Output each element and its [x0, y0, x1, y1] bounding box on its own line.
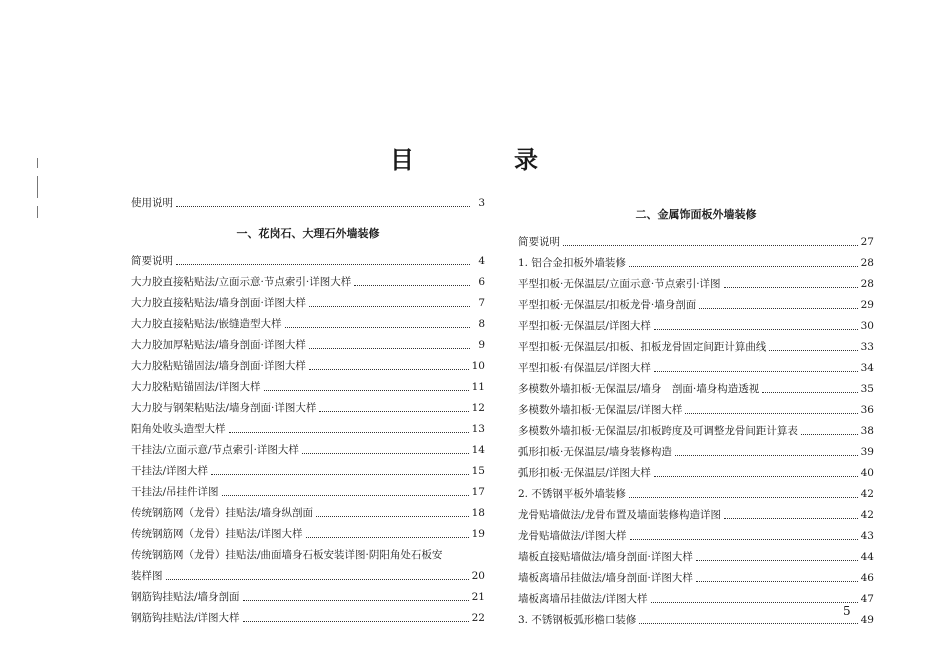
entry-page: 49	[860, 614, 874, 626]
entry-page: 27	[860, 236, 874, 248]
entry-label: 钢筋钩挂贴法/详图大样	[131, 612, 240, 624]
dot-leader	[629, 266, 858, 267]
entry-label: 弧形扣板·无保温层/详图大样	[518, 467, 651, 479]
dot-leader	[563, 245, 858, 246]
toc-entry[interactable]	[518, 317, 874, 333]
dot-leader	[769, 350, 857, 351]
toc-entry[interactable]	[131, 483, 485, 499]
dot-leader	[696, 560, 858, 561]
toc-entry[interactable]	[518, 422, 874, 438]
entry-label: 龙骨贴墙做法/详图大样	[518, 530, 627, 542]
toc-entry[interactable]	[518, 254, 874, 270]
dot-leader	[696, 581, 858, 582]
toc-entry[interactable]	[518, 380, 874, 396]
entry-page: 28	[860, 278, 874, 290]
entry-page: 36	[860, 404, 874, 416]
entry-page: 33	[860, 341, 874, 353]
toc-entry[interactable]	[518, 359, 874, 375]
dot-leader	[211, 474, 469, 475]
dot-leader	[354, 285, 470, 286]
entry-label: 大力胶加厚粘贴法/墙身剖面·详图大样	[131, 339, 306, 351]
entry-page: 9	[478, 339, 485, 351]
toc-entry[interactable]	[518, 464, 874, 480]
entry-page: 34	[860, 362, 874, 374]
entry-label: 龙骨贴墙做法/龙骨布置及墙面装修构造详图	[518, 509, 722, 521]
entry-page: 44	[860, 551, 874, 563]
dot-leader	[176, 206, 470, 207]
entry-label: 1. 铝合金扣板外墙装修	[518, 257, 626, 269]
entry-page: 47	[860, 593, 874, 605]
dot-leader	[801, 434, 858, 435]
toc-entry[interactable]	[518, 233, 874, 249]
toc-entry[interactable]	[518, 611, 874, 627]
dot-leader	[285, 327, 470, 328]
entry-page: 8	[478, 318, 485, 330]
toc-entry[interactable]	[518, 401, 874, 417]
toc-entry[interactable]	[131, 525, 485, 541]
section-heading: 二、金属饰面板外墙装修	[635, 208, 757, 221]
entry-page: 39	[860, 446, 874, 458]
entry-label: 大力胶直接粘贴法/立面示意·节点索引·详图大样	[131, 276, 352, 288]
toc-entry[interactable]	[131, 462, 485, 478]
dot-leader	[319, 411, 468, 412]
entry-label: 大力胶与钢架粘贴法/墙身剖面·详图大样	[131, 402, 317, 414]
entry-page: 4	[478, 255, 485, 267]
dot-leader	[222, 495, 469, 496]
dot-leader	[685, 413, 857, 414]
entry-label: 墙板直接贴墙做法/墙身剖面·详图大样	[518, 551, 693, 563]
entry-page: 19	[471, 528, 485, 540]
entry-label: 平型扣板·无保温层/扣板龙骨·墙身剖面	[518, 299, 697, 311]
dot-leader	[302, 453, 469, 454]
entry-page: 40	[860, 467, 874, 479]
dot-leader	[229, 432, 469, 433]
dot-leader	[176, 264, 470, 265]
dot-leader	[639, 623, 857, 624]
entry-page: 10	[471, 360, 485, 372]
entry-label: 阳角处收头造型大样	[131, 423, 226, 435]
entry-page: 18	[471, 507, 485, 519]
entry-label: 平型扣板·无保温层/立面示意·节点索引·详图	[518, 278, 721, 290]
toc-entry[interactable]	[131, 567, 485, 583]
dot-leader	[630, 539, 858, 540]
dot-leader	[724, 287, 858, 288]
dot-leader	[654, 371, 858, 372]
section-heading: 一、花岗石、大理石外墙装修	[236, 227, 380, 240]
entry-label: 大力胶粘贴锚固法/详图大样	[131, 381, 261, 393]
dot-leader	[654, 476, 858, 477]
entry-label: 大力胶粘贴锚固法/墙身剖面·详图大样	[131, 360, 306, 372]
toc-entry[interactable]	[131, 315, 485, 331]
toc-entry[interactable]	[131, 588, 485, 604]
entry-label: 简要说明	[131, 255, 173, 267]
dot-leader	[309, 348, 470, 349]
entry-label: 干挂法/吊挂件详图	[131, 486, 219, 498]
toc-entry[interactable]	[518, 590, 874, 606]
entry-label: 传统钢筋网（龙骨）挂贴法/墙身纵剖面	[131, 507, 314, 519]
toc-entry[interactable]	[518, 443, 874, 459]
entry-label: 平型扣板·无保温层/详图大样	[518, 320, 651, 332]
dot-leader	[651, 602, 858, 603]
entry-label: 钢筋钩挂贴法/墙身剖面	[131, 591, 240, 603]
entry-page: 15	[471, 465, 485, 477]
dot-leader	[306, 537, 469, 538]
entry-page: 38	[860, 425, 874, 437]
dot-leader	[724, 518, 858, 519]
toc-entry[interactable]	[131, 399, 485, 415]
entry-label: 干挂法/立面示意/节点索引·详图大样	[131, 444, 299, 456]
entry-label: 大力胶直接粘贴法/墙身剖面·详图大样	[131, 297, 306, 309]
entry-label: 传统钢筋网（龙骨）挂贴法/详图大样	[131, 528, 303, 540]
toc-entry[interactable]	[131, 546, 485, 562]
toc-entry[interactable]	[131, 609, 485, 625]
entry-page: 28	[860, 257, 874, 269]
entry-page: 43	[860, 530, 874, 542]
toc-entry[interactable]	[518, 485, 874, 501]
dot-leader	[309, 369, 469, 370]
toc-entry[interactable]	[518, 569, 874, 585]
entry-label: 墙板离墙吊挂做法/墙身剖面·详图大样	[518, 572, 693, 584]
toc-entry[interactable]	[131, 378, 485, 394]
dot-leader	[629, 497, 858, 498]
toc-entry[interactable]	[518, 275, 874, 291]
toc-entry[interactable]	[131, 294, 485, 310]
entry-label: 弧形扣板·无保温层/墙身装修构造	[518, 446, 672, 458]
toc-entry[interactable]	[131, 420, 485, 436]
toc-entry[interactable]	[131, 357, 485, 373]
toc-entry[interactable]	[131, 194, 485, 210]
page-title: 目 录	[390, 146, 576, 174]
dot-leader	[762, 392, 857, 393]
entry-page: 7	[478, 297, 485, 309]
entry-page: 35	[860, 383, 874, 395]
entry-label: 简要说明	[518, 236, 560, 248]
entry-label: 墙板离墙吊挂做法/详图大样	[518, 593, 648, 605]
dot-leader	[243, 600, 469, 601]
entry-label: 多模数外墙扣板·无保温层/墙身 剖面·墙身构造透视	[518, 383, 760, 395]
entry-page: 21	[471, 591, 485, 603]
entry-page: 46	[860, 572, 874, 584]
toc-entry[interactable]	[131, 336, 485, 352]
entry-label: 使用说明	[131, 197, 173, 209]
entry-label: 干挂法/详图大样	[131, 465, 209, 477]
dot-leader	[243, 621, 469, 622]
dot-leader	[654, 329, 858, 330]
toc-entry[interactable]	[131, 273, 485, 289]
entry-label: 3. 不锈钢板弧形檐口装修	[518, 614, 637, 626]
entry-page: 11	[471, 381, 485, 393]
toc-entry[interactable]	[518, 506, 874, 522]
entry-page: 42	[860, 509, 874, 521]
entry-page: 3	[478, 197, 485, 209]
entry-label: 大力胶直接粘贴法/嵌缝造型大样	[131, 318, 282, 330]
toc-entry[interactable]	[518, 548, 874, 564]
dot-leader	[264, 390, 469, 391]
scan-artifact	[37, 176, 38, 198]
dot-leader	[699, 308, 857, 309]
entry-page: 22	[471, 612, 485, 624]
dot-leader	[309, 306, 470, 307]
entry-label: 多模数外墙扣板·无保温层/扣板跨度及可调整龙骨间距计算表	[518, 425, 798, 437]
entry-label: 多模数外墙扣板·无保温层/详图大样	[518, 404, 683, 416]
entry-page: 14	[471, 444, 485, 456]
dot-leader	[675, 455, 858, 456]
page-number: 5	[843, 604, 851, 618]
dot-leader	[316, 516, 469, 517]
toc-entry[interactable]	[518, 527, 874, 543]
entry-page: 29	[860, 299, 874, 311]
entry-label: 传统钢筋网（龙骨）挂贴法/曲面墙身石板安装详图·阴阳角处石板安	[131, 549, 443, 561]
entry-label: 2. 不锈钢平板外墙装修	[518, 488, 626, 500]
toc-entry[interactable]	[131, 441, 485, 457]
toc-entry[interactable]	[518, 296, 874, 312]
entry-label: 平型扣板·无保温层/扣板、扣板龙骨固定间距计算曲线	[518, 341, 767, 353]
entry-page: 42	[860, 488, 874, 500]
entry-page: 30	[860, 320, 874, 332]
entry-page: 12	[471, 402, 485, 414]
entry-label: 装样图	[131, 570, 163, 582]
entry-page: 17	[471, 486, 485, 498]
dot-leader	[166, 579, 469, 580]
entry-label: 平型扣板·有保温层/详图大样	[518, 362, 651, 374]
toc-entry[interactable]	[131, 252, 485, 268]
toc-entry[interactable]	[518, 338, 874, 354]
entry-page: 20	[471, 570, 485, 582]
scan-artifact	[37, 206, 38, 218]
entry-page: 13	[471, 423, 485, 435]
entry-page: 6	[478, 276, 485, 288]
toc-entry[interactable]	[131, 504, 485, 520]
